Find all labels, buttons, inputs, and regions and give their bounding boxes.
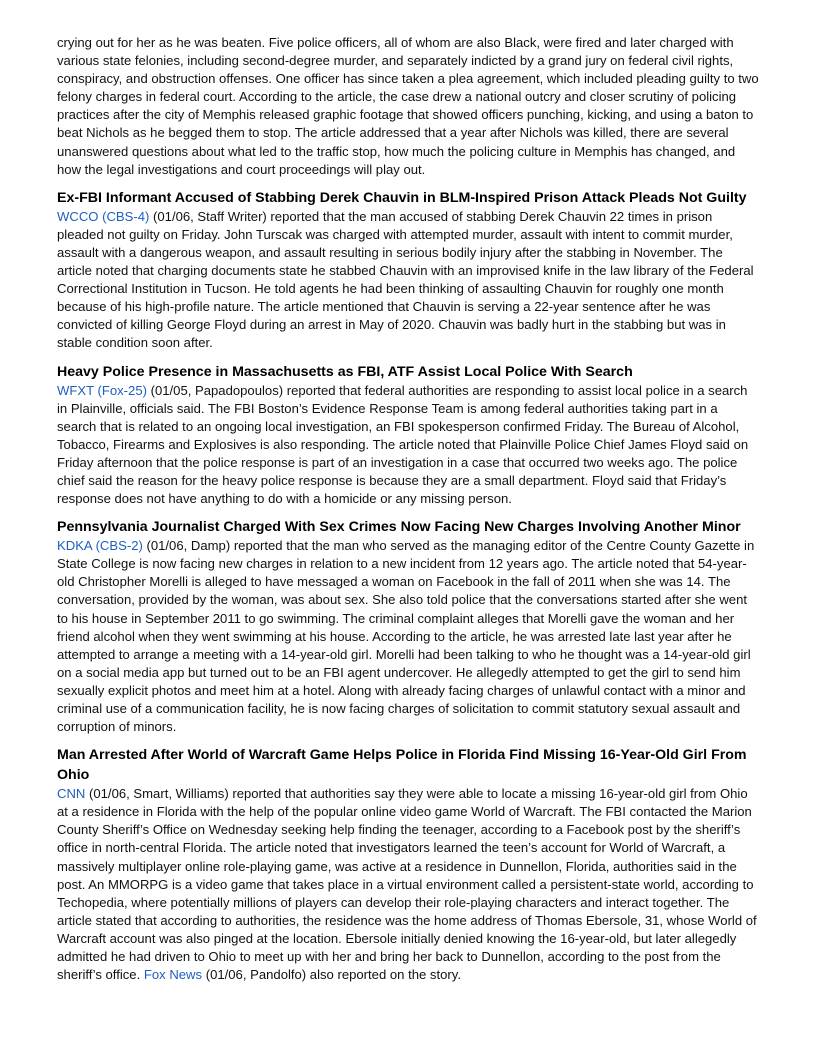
article-warcraft bbox=[57, 745, 760, 984]
article-headline: Heavy Police Presence in Massachusetts as FBI, ATF Assist Local Police With Search bbox=[57, 363, 633, 380]
article-body bbox=[57, 208, 760, 353]
article-headline: Man Arrested After World of Warcraft Game Helps Police in Florida Find Missing 16-Year-Old Girl From Ohio bbox=[57, 747, 747, 784]
article-plainville bbox=[57, 362, 760, 509]
article-headline: Pennsylvania Journalist Charged With Sex Crimes Now Facing New Charges Involving Another Minor bbox=[57, 519, 741, 536]
source-link[interactable]: KDKA (CBS-2) bbox=[57, 538, 143, 554]
article-morelli bbox=[57, 517, 760, 736]
article-text: (01/06, Staff Writer) reported that the man accused of stabbing Derek Chauvin 22 times in prison pleaded not guilty on Friday. John Turscak was charged with attempted murder, assault with intent to commit murder, assault with a dangerous weapon, and assault resulting in serious bodily injury after the stabbing in November. The article noted that charging documents state he stabbed Chauvin with an improvised knife in the law library of the Federal Correctional Institution in Tucson. He told agents he had been thinking of assaulting Chauvin for roughly one month because of his high-profile nature. The article mentioned that Chauvin is serving a 22-year sentence after he was convicted of killing George Floyd during an arrest in May of 2020. Chauvin was badly hurt in the stabbing but was in stable condition soon after. bbox=[57, 208, 754, 351]
article-chauvin bbox=[57, 188, 760, 353]
article-text: (01/06, Damp) reported that the man who served as the managing editor of the Centre County Gazette in State College is now facing new charges in relation to a new incident from 12 years ago. The article noted that 54-year-old Christopher Morelli is alleged to have messaged a woman on Facebook in the fall of 2011 when she was 14. The conversation, provided by the woman, was about sex. She also told police that the conversations started after she went to his house in September 2011 to go swimming. The criminal complaint alleges that Morelli gave the woman and her friend alcohol when they went swimming at his house. According to the article, he was arrested late last year after he attempted to arrange a meeting with a 14-year-old girl. Morelli had been talking to who he thought was a 14-year-old girl on a social media app but turned out to be an FBI agent undercover. He allegedly attempted to get the girl to send him sexually explicit photos and meet him at a hotel. Along with already facing charges of unlawful contact with a minor and criminal use of a communication facility, he is now facing charges of solicitation to commit statutory sexual assault and corruption of minors. bbox=[57, 538, 755, 735]
article-headline: Ex-FBI Informant Accused of Stabbing Derek Chauvin in BLM-Inspired Prison Attack Pleads Not Guilty bbox=[57, 189, 747, 206]
article-body bbox=[57, 382, 760, 509]
article-body bbox=[57, 537, 760, 736]
source-link-secondary[interactable]: Fox News bbox=[143, 967, 203, 983]
article-text: (01/06, Smart, Williams) reported that authorities say they were able to locate a missing 16-year-old girl from Ohio at a residence in Florida with the help of the popular online video game World of Warcraft. The FBI contacted the Marion County Sheriff’s Office on Wednesday seeking help finding the teenager, according to a Facebook post by the sheriff’s office in north-central Florida. The article noted that investigators learned the teen’s account for World of Warcraft, a massively multiplayer online role-playing game, was active at a residence in Dunnellon, Florida, authorities said in the post. An MMORPG is a video game that takes place in a virtual environment called a persistent-state world, according to Techopedia, where potentially millions of players can develop their role-playing characters and interact together. The article stated that according to authorities, the residence was the home address of Thomas Ebersole, 31, whose World of Warcraft account was also pinged at the location. Ebersole initially denied knowing the 16-year-old, but later allegedly admitted he had driven to Ohio to meet up with her and bring her back to Dunnellon, according to the post from the sheriff’s office. bbox=[57, 786, 757, 983]
article-body bbox=[57, 785, 760, 984]
intro-paragraph: crying out for her as he was beaten. Five police officers, all of whom are also Black, were fired and later charged with various state felonies, including second-degree murder, and separately indicted by a grand jury on federal civil rights, conspiracy, and obstruction offenses. One officer has since taken a plea agreement, which included pleading guilty to two felony charges in federal court. According to the article, the case drew a national outcry and closer scrutiny of policing practices after the city of Memphis released graphic footage that showed officers punching, kicking, and using a baton to beat Nichols as he begged them to stop. The article addressed that a year after Nichols was killed, there are several unanswered questions about what led to the traffic stop, how much the policing culture in Memphis has changed, and how the legal investigations and court proceedings will play out. bbox=[57, 35, 759, 177]
article-text: (01/05, Papadopoulos) reported that federal authorities are responding to assist local police in a search in Plainville, officials said. The FBI Boston’s Evidence Response Team is among federal authorities taking part in a search that is related to an ongoing local investigation, an FBI spokesperson confirmed Friday. The Bureau of Alcohol, Tobacco, Firearms and Explosives is also responding. The article noted that Plainville Police Chief James Floyd said on Friday afternoon that the police response is part of an investigation in a case that occurred two weeks ago. The police chief said the reason for the heavy police response is because they are a small department. Floyd said that Friday’s response does not have anything to do with a homicide or any missing person. bbox=[57, 382, 749, 507]
article-text-tail: (01/06, Pandolfo) also reported on the story. bbox=[202, 967, 461, 983]
source-link[interactable]: WCCO (CBS-4) bbox=[57, 208, 150, 224]
source-link[interactable]: CNN bbox=[57, 786, 86, 802]
source-link[interactable]: WFXT (Fox-25) bbox=[57, 382, 147, 398]
